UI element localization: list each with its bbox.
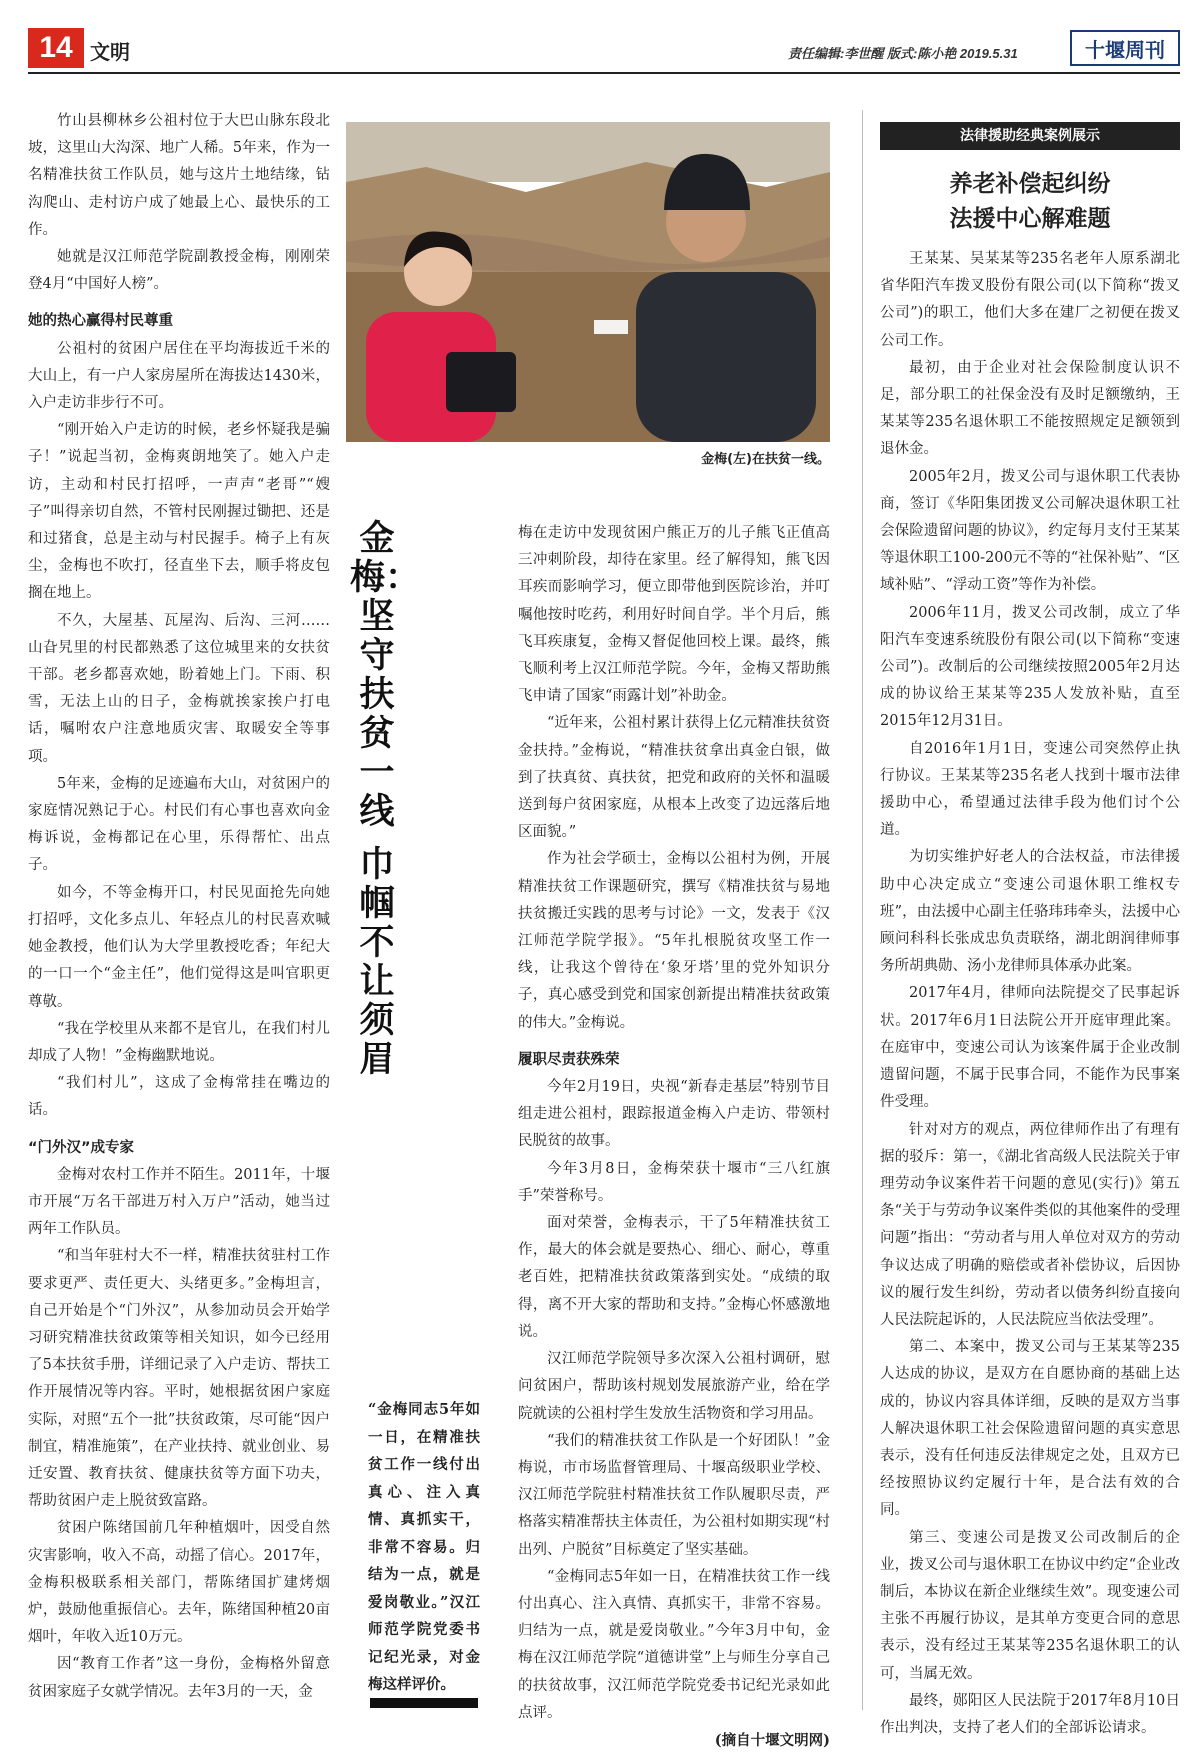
middle-article-column [518, 520, 830, 1754]
paragraph: 2005年2月，拨叉公司与退休职工代表协商，签订《华阳集团拨叉公司解决退休职工社会保险遗留问题的协议》，约定每月支付王某某等退休职工100-200元不等的“社保补贴”、“区域补贴”、“浮动工资”等作为补偿。 [880, 468, 1180, 594]
paragraph: 第三、变速公司是拨叉公司改制后的企业，拨叉公司与退休职工在协议中约定“企业改制后，本协议在新企业继续生效”。现变速公司主张不再履行协议，是其单方变更合同的意思表示，没有经过王某某等235名退休职工的认可，当属无效。 [880, 1529, 1180, 1682]
editor-credits: 责任编辑:李世醒 版式:陈小艳 2019.5.31 [788, 46, 1018, 61]
page-header [28, 24, 1180, 72]
paragraph: 最终，郧阳区人民法院于2017年8月10日作出判决，支持了老人们的全部诉讼请求。 [880, 1692, 1180, 1736]
paragraph: 王某某、吴某某等235名老年人原系湖北省华阳汽车拨叉股份有限公司(以下简称“拨叉公司”)的职工，他们大多在建厂之初便在拨叉公司工作。 [880, 251, 1180, 349]
legal-article-title [880, 166, 1180, 236]
header-rule [28, 72, 1180, 74]
headline-part-1: 金梅：坚守扶贫一线 [350, 519, 421, 832]
subheading: “门外汉”成专家 [28, 1139, 135, 1156]
subheading: 她的热心赢得村民尊重 [28, 313, 173, 330]
paragraph: 贫困户陈绪国前几年种植烟叶，因受自然灾害影响，收入不高，动摇了信心。2017年，金梅积极联系相关部门，帮陈绪国扩建烤烟炉，鼓励他重振信心。去年，陈绪国种植20亩烟叶，年收入近10万元。 [28, 1520, 330, 1646]
paragraph: 金梅对农村工作并不陌生。2011年，十堰市开展“万名干部进万村入万户”活动，她当过两年工作队员。 [28, 1166, 330, 1238]
paragraph: 汉江师范学院领导多次深入公祖村调研，慰问贫困户，帮助该村规划发展旅游产业，给在学院就读的公祖村学生发放生活物资和学习用品。 [518, 1351, 830, 1422]
paragraph: 2006年11月，拨叉公司改制，成立了华阳汽车变速系统股份有限公司(以下简称“变速公司”)。改制后的公司继续按照2005年2月达成的协议给王某某等235人发放补贴，直至2015年12月31日。 [880, 604, 1180, 730]
headline [350, 519, 421, 1080]
page-number: 14 [28, 28, 84, 68]
subheading: 履职尽责获殊荣 [518, 1051, 620, 1068]
paragraph: “我们村儿”，这成了金梅常挂在嘴边的话。 [28, 1075, 330, 1119]
headline-part-2: 巾帼不让须眉 [359, 845, 395, 1080]
legal-title-line-2: 法援中心解难题 [949, 205, 1111, 232]
paragraph: 面对荣誉，金梅表示，干了5年精准扶贫工作，最大的体会就是要热心、细心、耐心，尊重老百姓，把精准扶贫政策落到实处。“成绩的取得，离不开大家的帮助和支持。”金梅心怀感激地说。 [518, 1215, 830, 1340]
paragraph: 2017年4月，律师向法院提交了民事起诉状。2017年6月1日法院公开开庭审理此案。在庭审中，变速公司认为该案件属于企业改制遗留问题，不属于民事合同，不能作为民事案件受理。 [880, 985, 1180, 1111]
paragraph: “和当年驻村大不一样，精准扶贫驻村工作要求更严、责任更大、头绪更多。”金梅坦言，自己开始是个“门外汉”，从参加动员会开始学习研究精准扶贫政策等相关知识，如今已经用了5本扶贫手册，详细记录了入户走访、帮扶工作开展情况等内容。平时，她根据贫困户家庭实际，对照“五个一批”扶贫政策，尽可能“因户制宜，精准施策”，在产业扶持、就业创业、易迁安置、教育扶贫、健康扶贫等方面下功夫，帮助贫困户走上脱贫致富路。 [28, 1248, 330, 1510]
paragraph: 针对对方的观点，两位律师作出了有理有据的驳斥：第一，《湖北省高级人民法院关于审理劳动争议案件若干问题的意见(实行)》第五条“关于与劳动争议案件类似的其他案件的受理问题”指出：“劳动者与用人单位对双方的劳动争议达成了明确的赔偿或者补偿协议，后因协议的履行发生纠纷，劳动者以债务纠纷直接向人民法院起诉的，人民法院应当依法受理”。 [880, 1121, 1180, 1328]
pull-quote-bar [370, 1698, 478, 1708]
legal-title-line-1: 养老补偿起纠纷 [949, 170, 1111, 197]
paragraph: 梅在走访中发现贫困户熊正万的儿子熊飞正值高三冲刺阶段，却待在家里。经了解得知，熊飞因耳疾而影响学习，便立即带他到医院诊治，并叮嘱他按时吃药，利用好时间自学。半个月后，熊飞耳疾康复，金梅又督促他回校上课。最终，熊飞顺利考上汉江师范学院。今年，金梅又帮助熊飞申请了国家“雨露计划”补助金。 [518, 525, 830, 705]
paragraph: 为切实维护好老人的合法权益，市法律援助中心决定成立“变速公司退休职工维权专班”，由法援中心副主任骆玮玮牵头，法援中心顾问科科长张成忠负责联络，湖北朗润律师事务所胡典勋、汤小龙律师具体承办此案。 [880, 849, 1180, 975]
paragraph: 不久，大屋基、瓦屋沟、后沟、三河……山旮旯里的村民都熟悉了这位城里来的女扶贫干部。老乡都喜欢她，盼着她上门。下雨、积雪，无法上山的日子，金梅就挨家挨户打电话，嘱咐农户注意地质灾害、取暖安全等事项。 [28, 612, 330, 765]
paragraph: 最初，由于企业对社会保险制度认识不足，部分职工的社保金没有及时足额缴纳，王某某等235名退休职工不能按照规定足额领到退休金。 [880, 359, 1180, 458]
paragraph: “金梅同志5年如一日，在精准扶贫工作一线付出真心、注入真情、真抓实干，非常不容易。归结为一点，就是爱岗敬业。”今年3月中旬，金梅在汉江师范学院“道德讲堂”上与师生分享自己的扶贫故事，汉江师范学院党委书记纪光录如此点评。 [518, 1568, 830, 1721]
paragraph: 今年2月19日，央视“新春走基层”特别节目组走进公祖村，跟踪报道金梅入户走访、带领村民脱贫的故事。 [518, 1079, 830, 1150]
paragraph: 自2016年1月1日，变速公司突然停止执行协议。王某某等235名老人找到十堰市法律援助中心，希望通过法律手段为他们讨个公道。 [880, 740, 1180, 839]
newspaper-brand: 十堰周刊 [1070, 30, 1180, 66]
paragraph: “刚开始入户走访的时候，老乡怀疑我是骗子！”说起当初，金梅爽朗地笑了。她入户走访，主动和村民打招呼，一声声“老哥”“嫂子”叫得亲切自然，不管村民刚握过锄把、还是和过猪食，总是主动与村民握手。椅子上有灰尘，金梅也不吹打，径直坐下去，顺手将皮包搁在地上。 [28, 422, 330, 602]
column-divider [862, 110, 863, 1710]
paragraph: 第二、本案中，拨叉公司与王某某等235人达成的协议，是双方在自愿协商的基础上达成的，协议内容具体详细，反映的是双方当事人解决退休职工社会保险遗留问题的真实意思表示，没有任何违反法律规定之处，且双方已经按照协议约定履行十年，是合法有效的合同。 [880, 1339, 1180, 1519]
legal-section-bar: 法律援助经典案例展示 [880, 122, 1180, 150]
article-source: (摘自十堰文明网) [714, 1731, 830, 1749]
paragraph: “我在学校里从来都不是官儿，在我们村儿却成了人物！”金梅幽默地说。 [28, 1020, 330, 1064]
legal-article-column [880, 246, 1180, 1742]
paragraph: “近年来，公祖村累计获得上亿元精准扶贫资金扶持。”金梅说，“精准扶贫拿出真金白银，做到了扶真贫、真扶贫，把党和政府的关怀和温暖送到每户贫困家庭，从根本上改变了边远落后地区面貌。” [518, 715, 830, 841]
left-article-column [28, 108, 330, 1706]
paragraph: 她就是汉江师范学院副教授金梅，刚刚荣登4月“中国好人榜”。 [28, 249, 330, 293]
section-title: 文明 [90, 40, 130, 64]
paragraph: 如今，不等金梅开口，村民见面抢先向她打招呼，文化多点儿、年轻点儿的村民喜欢喊她金教授，他们认为大学里教授吃香；年纪大的一口一个“金主任”，他们觉得这是叫官职更尊敬。 [28, 884, 330, 1010]
paragraph: “我们的精准扶贫工作队是一个好团队！”金梅说，市市场监督管理局、十堰高级职业学校、汉江师范学院驻村精准扶贫工作队履职尽责，严格落实精准帮扶主体责任，为公祖村如期实现“村出列、户脱贫”目标奠定了坚实基础。 [518, 1432, 830, 1558]
photo-caption: 金梅(左)在扶贫一线。 [701, 452, 830, 467]
pull-quote: “金梅同志5年如一日，在精准扶贫工作一线付出真心、注入真情、真抓实干，非常不容易。归结为一点，就是爱岗敬业。”汉江师范学院党委书记纪光录，对金梅这样评价。 [368, 1401, 480, 1693]
paragraph: 作为社会学硕士，金梅以公祖村为例，开展精准扶贫工作课题研究，撰写《精准扶贫与易地扶贫搬迁实践的思考与讨论》一文，发表于《汉江师范学院学报》。“5年扎根脱贫攻坚工作一线，让我这个曾待在‘象牙塔’里的党外知识分子，真心感受到党和国家创新提出精准扶贫政策的伟大。”金梅说。 [518, 851, 830, 1031]
article-photo [346, 122, 830, 442]
paragraph: 公祖村的贫困户居住在平均海拔近千米的大山上，有一户人家房屋所在海拔达1430米，入户走访非步行不可。 [28, 340, 330, 412]
paragraph: 今年3月8日，金梅荣获十堰市“三八红旗手”荣誉称号。 [518, 1160, 830, 1204]
paragraph: 5年来，金梅的足迹遍布大山，对贫困户的家庭情况熟记于心。村民们有心事也喜欢向金梅诉说，金梅都记在心里，乐得帮忙、出点子。 [28, 775, 330, 874]
paragraph: 因“教育工作者”这一身份，金梅格外留意贫困家庭子女就学情况。去年3月的一天，金 [28, 1656, 330, 1700]
paragraph: 竹山县柳林乡公祖村位于大巴山脉东段北坡，这里山大沟深、地广人稀。5年来，作为一名精准扶贫工作队员，她与这片土地结缘，钻沟爬山、走村访户成了她最上心、最快乐的工作。 [28, 113, 330, 238]
